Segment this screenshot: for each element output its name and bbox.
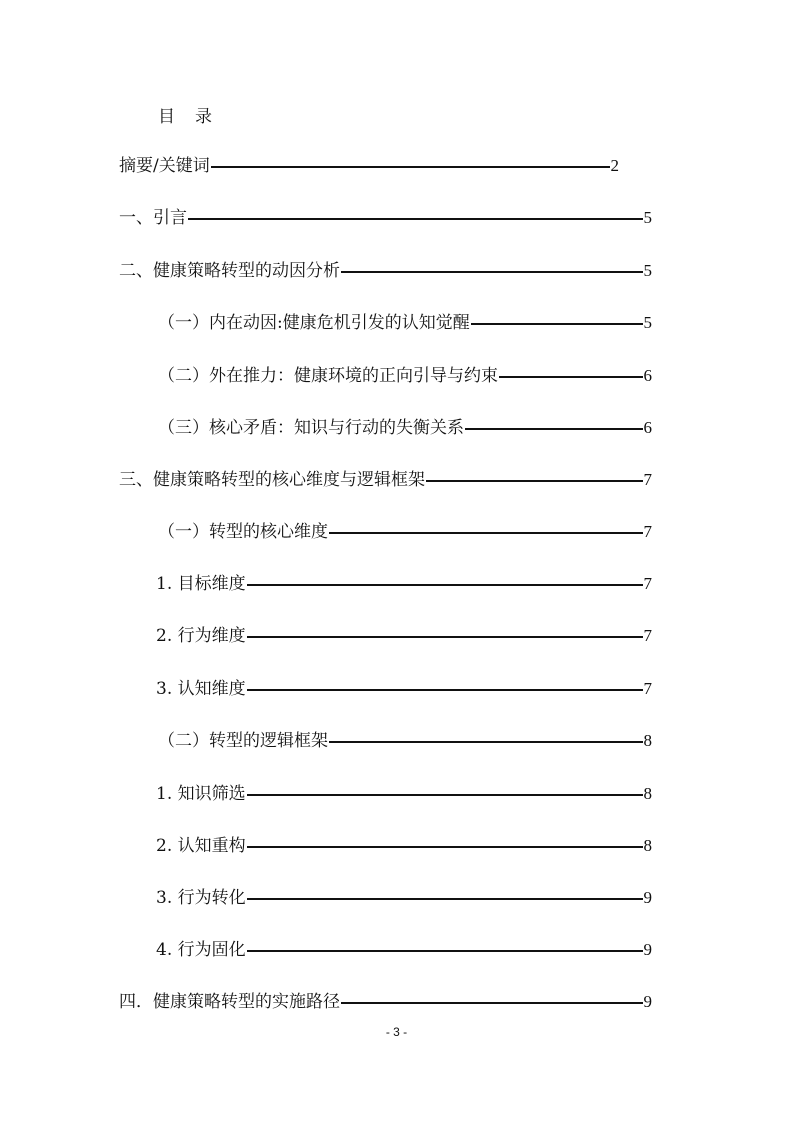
toc-entry-label: （三）核心矛盾：知识与行动的失衡关系 [158, 418, 464, 438]
toc-entry-label: 3. 行为转化 [156, 888, 246, 908]
toc-leader-line [247, 794, 643, 796]
toc-entry-page: 6 [643, 366, 652, 385]
toc-entry-page: 9 [643, 888, 652, 907]
toc-entry-label: 二、健康策略转型的动因分析 [119, 261, 340, 281]
toc-entry-page: 9 [643, 940, 652, 959]
toc-leader-line [247, 584, 643, 586]
toc-entry[interactable] [156, 624, 652, 648]
toc-leader-line [341, 271, 643, 273]
toc-leader-line [465, 428, 643, 430]
toc-entry[interactable] [156, 572, 652, 596]
toc-entry-page: 7 [643, 522, 652, 541]
toc-leader-line [329, 741, 643, 743]
toc-entry-label: 1. 知识筛选 [156, 784, 246, 804]
toc-entry-label: （一）转型的核心维度 [158, 522, 328, 542]
toc-leader-line [247, 898, 643, 900]
toc-entry-label: 四．健康策略转型的实施路径 [119, 992, 340, 1012]
toc-leader-line [247, 846, 643, 848]
toc-entry-page: 7 [643, 679, 652, 698]
toc-entry-label: 3. 认知维度 [156, 679, 246, 699]
toc-entry-label: 2. 认知重构 [156, 836, 246, 856]
toc-entry[interactable] [119, 259, 652, 283]
toc-entry-page: 5 [643, 208, 652, 227]
toc-entry[interactable] [119, 206, 652, 230]
toc-entry[interactable] [158, 416, 652, 440]
toc-entry-page: 2 [610, 156, 619, 175]
toc-entry[interactable] [119, 154, 619, 178]
toc-leader-line [211, 166, 610, 168]
toc-entry-label: （二）外在推力：健康环境的正向引导与约束 [158, 366, 498, 386]
toc-entry[interactable] [156, 938, 652, 962]
toc-entry[interactable] [158, 311, 652, 335]
toc-leader-line [426, 480, 643, 482]
toc-entry-label: 一、引言 [119, 208, 187, 228]
toc-entry-label: 2. 行为维度 [156, 626, 246, 646]
toc-entry-label: （二）转型的逻辑框架 [158, 731, 328, 751]
toc-entry-page: 7 [643, 574, 652, 593]
toc-leader-line [329, 532, 643, 534]
toc-entry[interactable] [158, 520, 652, 544]
toc-leader-line [247, 950, 643, 952]
toc-entry-page: 9 [643, 992, 652, 1011]
toc-entry-page: 8 [643, 731, 652, 750]
toc-entry-page: 8 [643, 836, 652, 855]
toc-leader-line [247, 636, 643, 638]
toc-entry[interactable] [156, 834, 652, 858]
toc-leader-line [499, 376, 643, 378]
toc-entry-page: 5 [643, 313, 652, 332]
toc-entry-label: 4. 行为固化 [156, 940, 246, 960]
toc-entry[interactable] [119, 990, 652, 1014]
toc-entry-page: 7 [643, 626, 652, 645]
toc-leader-line [471, 323, 643, 325]
toc-leader-line [247, 689, 643, 691]
toc-entry[interactable] [158, 729, 652, 753]
page-number-footer: - 3 - [385, 1025, 408, 1039]
toc-entry[interactable] [158, 364, 652, 388]
toc-entry-label: 三、健康策略转型的核心维度与逻辑框架 [119, 470, 425, 490]
toc-entry-page: 5 [643, 261, 652, 280]
toc-entry[interactable] [156, 677, 652, 701]
toc-leader-line [341, 1002, 643, 1004]
toc-entry-label: （一）内在动因:健康危机引发的认知觉醒 [158, 313, 470, 333]
toc-entry[interactable] [119, 468, 652, 492]
toc-entry-label: 摘要/关键词 [119, 156, 210, 176]
toc-leader-line [188, 218, 643, 220]
toc-entry-page: 6 [643, 418, 652, 437]
toc-entry-label: 1. 目标维度 [156, 574, 246, 594]
toc-entry[interactable] [156, 782, 652, 806]
toc-title: 目录 [158, 107, 232, 127]
toc-entry-page: 8 [643, 784, 652, 803]
toc-entry-page: 7 [643, 470, 652, 489]
toc-entry[interactable] [156, 886, 652, 910]
